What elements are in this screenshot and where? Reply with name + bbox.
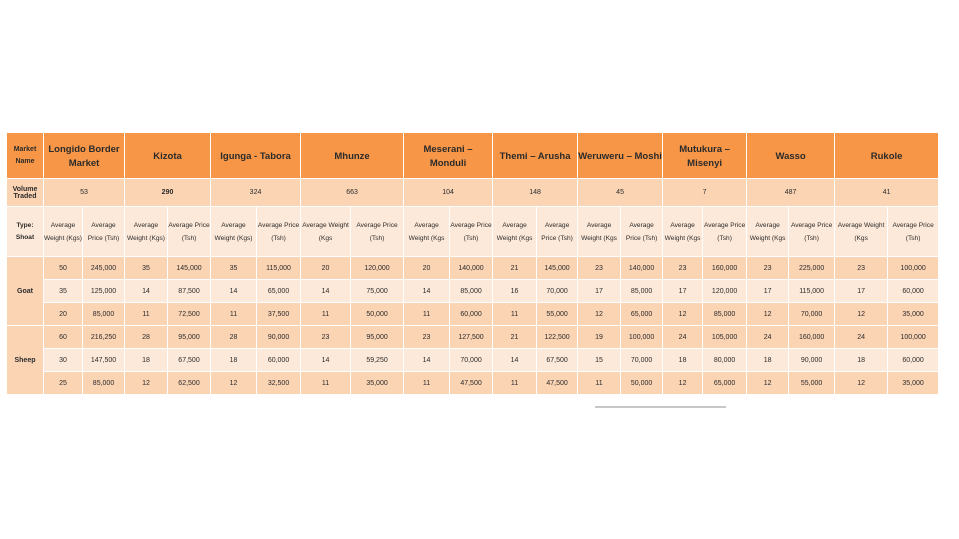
price-cell: 67,500 — [537, 349, 578, 372]
weight-cell: 23 — [301, 326, 351, 349]
weight-cell: 17 — [663, 280, 703, 303]
price-cell: 122,500 — [537, 326, 578, 349]
price-cell: 35,000 — [888, 303, 939, 326]
weight-cell: 23 — [835, 257, 888, 280]
market-price-table — [7, 133, 939, 395]
weight-cell: 30 — [44, 349, 83, 372]
weight-cell: 21 — [493, 257, 537, 280]
price-cell: 55,000 — [537, 303, 578, 326]
volume-cell: 45 — [578, 179, 663, 207]
volume-cell: 487 — [747, 179, 835, 207]
avg-price-header: Average Price (Tsh) — [168, 207, 211, 257]
price-cell: 85,000 — [621, 280, 663, 303]
weight-cell: 25 — [44, 372, 83, 395]
price-cell: 125,000 — [83, 280, 125, 303]
weight-cell: 60 — [44, 326, 83, 349]
market-name: Longido Border Market — [48, 144, 120, 169]
weight-cell: 14 — [404, 280, 450, 303]
weight-cell: 11 — [404, 303, 450, 326]
price-cell: 80,000 — [703, 349, 747, 372]
avg-weight-header: Average Weight (Kgs — [747, 207, 789, 257]
table-row — [7, 326, 939, 349]
weight-cell: 14 — [301, 280, 351, 303]
avg-weight-header: Average Weight (Kgs — [663, 207, 703, 257]
weight-cell: 15 — [578, 349, 621, 372]
table-row — [7, 372, 939, 395]
weight-cell: 50 — [44, 257, 83, 280]
price-cell: 37,500 — [257, 303, 301, 326]
table-row — [7, 280, 939, 303]
price-cell: 147,500 — [83, 349, 125, 372]
avg-price-header: Average Price (Tsh) — [888, 207, 939, 257]
subheader-row — [7, 207, 939, 257]
avg-price-header: Average Price (Tsh) — [257, 207, 301, 257]
avg-weight-header: Average Weight (Kgs — [578, 207, 621, 257]
weight-cell: 14 — [125, 280, 168, 303]
price-cell: 60,000 — [450, 303, 493, 326]
volume-cell: 324 — [211, 179, 301, 207]
weight-cell: 35 — [125, 257, 168, 280]
weight-cell: 11 — [493, 303, 537, 326]
price-cell: 72,500 — [168, 303, 211, 326]
price-cell: 67,500 — [168, 349, 211, 372]
weight-cell: 28 — [211, 326, 257, 349]
type-shoat-label: Type: Shoat — [7, 207, 44, 257]
market-header-cell — [211, 133, 301, 179]
price-cell: 70,000 — [789, 303, 835, 326]
price-cell: 47,500 — [450, 372, 493, 395]
price-cell: 85,000 — [703, 303, 747, 326]
price-cell: 145,000 — [168, 257, 211, 280]
weight-cell: 11 — [404, 372, 450, 395]
weight-cell: 20 — [44, 303, 83, 326]
weight-cell: 18 — [211, 349, 257, 372]
price-cell: 90,000 — [789, 349, 835, 372]
weight-cell: 20 — [301, 257, 351, 280]
price-cell: 60,000 — [888, 280, 939, 303]
price-cell: 115,000 — [789, 280, 835, 303]
weight-cell: 23 — [663, 257, 703, 280]
price-cell: 90,000 — [257, 326, 301, 349]
weight-cell: 11 — [578, 372, 621, 395]
header-row — [7, 133, 939, 179]
price-cell: 55,000 — [789, 372, 835, 395]
price-cell: 75,000 — [351, 280, 404, 303]
price-cell: 70,000 — [537, 280, 578, 303]
table-row — [7, 349, 939, 372]
price-cell: 50,000 — [351, 303, 404, 326]
price-cell: 225,000 — [789, 257, 835, 280]
weight-cell: 11 — [211, 303, 257, 326]
market-name: Igunga - Tabora — [220, 151, 291, 162]
weight-cell: 12 — [747, 372, 789, 395]
weight-cell: 28 — [125, 326, 168, 349]
weight-cell: 11 — [301, 372, 351, 395]
weight-cell: 18 — [663, 349, 703, 372]
price-cell: 32,500 — [257, 372, 301, 395]
weight-cell: 18 — [835, 349, 888, 372]
volume-traded-label: Volume Traded — [7, 179, 44, 207]
price-cell: 47,500 — [537, 372, 578, 395]
volume-cell: 53 — [44, 179, 125, 207]
price-cell: 160,000 — [789, 326, 835, 349]
price-cell: 145,000 — [537, 257, 578, 280]
price-cell: 160,000 — [703, 257, 747, 280]
market-name: Mhunze — [334, 151, 370, 162]
weight-cell: 12 — [835, 372, 888, 395]
market-header-cell — [747, 133, 835, 179]
avg-price-header: Average Price (Tsh) — [621, 207, 663, 257]
price-cell: 216,250 — [83, 326, 125, 349]
weight-cell: 17 — [747, 280, 789, 303]
price-cell: 100,000 — [621, 326, 663, 349]
avg-weight-header: Average Weight (Kgs) — [125, 207, 168, 257]
group-label-goat: Goat — [7, 257, 44, 326]
weight-cell: 35 — [211, 257, 257, 280]
weight-cell: 17 — [578, 280, 621, 303]
weight-cell: 23 — [747, 257, 789, 280]
avg-price-header: Average Price (Tsh) — [83, 207, 125, 257]
price-cell: 100,000 — [888, 257, 939, 280]
market-name: Wasso — [775, 151, 806, 162]
avg-weight-header: Average Weight (Kgs) — [44, 207, 83, 257]
group-label-sheep: Sheep — [7, 326, 44, 395]
price-cell: 60,000 — [888, 349, 939, 372]
weight-cell: 21 — [493, 326, 537, 349]
price-cell: 95,000 — [168, 326, 211, 349]
avg-weight-header: Average Weight (Kgs — [404, 207, 450, 257]
weight-cell: 11 — [493, 372, 537, 395]
price-cell: 120,000 — [351, 257, 404, 280]
price-cell: 60,000 — [257, 349, 301, 372]
volume-row — [7, 179, 939, 207]
volume-cell: 663 — [301, 179, 404, 207]
market-header-cell — [493, 133, 578, 179]
weight-cell: 11 — [125, 303, 168, 326]
weight-cell: 24 — [747, 326, 789, 349]
price-cell: 127,500 — [450, 326, 493, 349]
weight-cell: 24 — [835, 326, 888, 349]
market-header-cell — [663, 133, 747, 179]
weight-cell: 23 — [404, 326, 450, 349]
weight-cell: 14 — [404, 349, 450, 372]
price-cell: 245,000 — [83, 257, 125, 280]
avg-weight-header: Average Weight (Kgs — [835, 207, 888, 257]
price-cell: 65,000 — [703, 372, 747, 395]
market-name-label: Market Name — [7, 133, 44, 179]
weight-cell: 35 — [44, 280, 83, 303]
weight-cell: 16 — [493, 280, 537, 303]
market-name: Mutukura – Misenyi — [679, 144, 730, 169]
avg-price-header: Average Price (Tsh) — [537, 207, 578, 257]
table-row — [7, 257, 939, 280]
weight-cell: 12 — [835, 303, 888, 326]
price-cell: 115,000 — [257, 257, 301, 280]
avg-weight-header: Average Weight (Kgs) — [211, 207, 257, 257]
weight-cell: 14 — [301, 349, 351, 372]
volume-cell: 41 — [835, 179, 939, 207]
volume-cell: 290 — [125, 179, 211, 207]
weight-cell: 18 — [125, 349, 168, 372]
price-cell: 87,500 — [168, 280, 211, 303]
weight-cell: 23 — [578, 257, 621, 280]
price-cell: 120,000 — [703, 280, 747, 303]
weight-cell: 12 — [125, 372, 168, 395]
table-row — [7, 303, 939, 326]
price-cell: 140,000 — [621, 257, 663, 280]
market-header-cell — [835, 133, 939, 179]
weight-cell: 12 — [747, 303, 789, 326]
volume-cell: 7 — [663, 179, 747, 207]
price-cell: 59,250 — [351, 349, 404, 372]
price-cell: 140,000 — [450, 257, 493, 280]
weight-cell: 14 — [493, 349, 537, 372]
market-header-cell — [44, 133, 125, 179]
weight-cell: 12 — [578, 303, 621, 326]
price-cell: 85,000 — [83, 303, 125, 326]
horizontal-rule — [595, 406, 726, 408]
price-cell: 95,000 — [351, 326, 404, 349]
price-cell: 65,000 — [257, 280, 301, 303]
volume-cell: 148 — [493, 179, 578, 207]
weight-cell: 12 — [663, 303, 703, 326]
weight-cell: 24 — [663, 326, 703, 349]
weight-cell: 18 — [747, 349, 789, 372]
price-cell: 100,000 — [888, 326, 939, 349]
market-name: Themi – Arusha — [499, 151, 571, 162]
price-cell: 62,500 — [168, 372, 211, 395]
market-name: Rukole — [870, 151, 903, 162]
market-header-cell — [578, 133, 663, 179]
weight-cell: 17 — [835, 280, 888, 303]
avg-weight-header: Average Weight (Kgs — [493, 207, 537, 257]
price-cell: 105,000 — [703, 326, 747, 349]
price-cell: 65,000 — [621, 303, 663, 326]
market-header-cell — [301, 133, 404, 179]
price-cell: 35,000 — [888, 372, 939, 395]
weight-cell: 14 — [211, 280, 257, 303]
avg-price-header: Average Price (Tsh) — [450, 207, 493, 257]
market-name: Meserani – Monduli — [423, 144, 473, 169]
weight-cell: 11 — [301, 303, 351, 326]
avg-price-header: Average Price (Tsh) — [789, 207, 835, 257]
price-cell: 85,000 — [83, 372, 125, 395]
price-cell: 70,000 — [621, 349, 663, 372]
price-cell: 50,000 — [621, 372, 663, 395]
avg-price-header: Average Price (Tsh) — [703, 207, 747, 257]
price-cell: 35,000 — [351, 372, 404, 395]
avg-weight-header: Average Weight (Kgs — [301, 207, 351, 257]
avg-price-header: Average Price (Tsh) — [351, 207, 404, 257]
volume-cell: 104 — [404, 179, 493, 207]
price-cell: 85,000 — [450, 280, 493, 303]
weight-cell: 12 — [211, 372, 257, 395]
weight-cell: 20 — [404, 257, 450, 280]
weight-cell: 19 — [578, 326, 621, 349]
market-header-cell — [125, 133, 211, 179]
weight-cell: 12 — [663, 372, 703, 395]
market-header-cell — [404, 133, 493, 179]
market-name: Weruweru – Moshi — [578, 151, 662, 162]
market-name: Kizota — [153, 151, 182, 162]
price-cell: 70,000 — [450, 349, 493, 372]
